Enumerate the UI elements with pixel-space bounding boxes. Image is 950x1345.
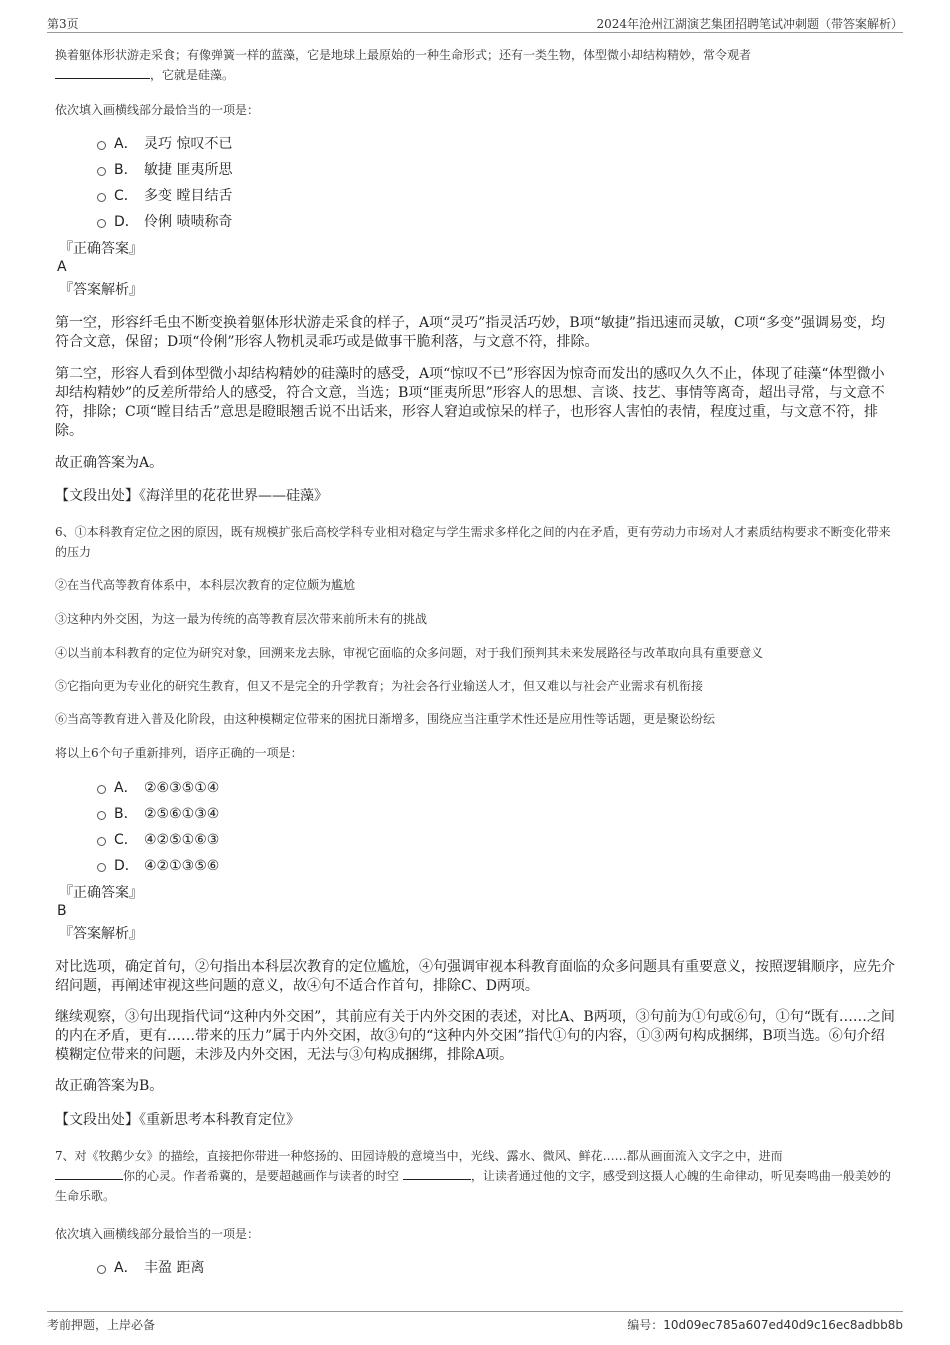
- q7-prompt: 依次填入画横线部分最恰当的一项是：: [55, 1227, 260, 1241]
- radio-icon[interactable]: [97, 193, 106, 202]
- q5-conclusion: 故正确答案为A。: [55, 455, 164, 471]
- q5-passage-line2: ，它就是硅藻。: [150, 68, 235, 82]
- radio-icon[interactable]: [97, 219, 106, 228]
- q7-stem-part1: 7、对《牧鹅少女》的描绘，直接把你带进一种悠扬的、田园诗般的意境当中，光线、露水、微风、鲜花……都从画面流入文字之中，进而: [55, 1149, 783, 1163]
- q6-analysis-p1: 对比选项，确定首句，②句指出本科层次教育的定位尴尬，④句强调审视本科教育面临的众多问题具有重要意义，按照逻辑顺序，应先介绍问题，再阐述审视这些问题的意义，故④句不适合作首句，排除C、D两项。: [55, 959, 895, 994]
- q6-sentence-2: ②在当代高等教育体系中，本科层次教育的定位颇为尴尬: [55, 578, 356, 592]
- q5-answer: A: [57, 259, 67, 275]
- page-number: 第3页: [47, 17, 79, 31]
- q5-option-c[interactable]: C． 多变 瞠目结舌: [97, 186, 232, 206]
- q6-sentence-6: ⑥当高等教育进入普及化阶段，由这种模糊定位带来的困扰日渐增多，围绕应当注重学术性还是应用性等话题，更是聚讼纷纭: [55, 712, 716, 726]
- radio-icon[interactable]: [97, 141, 106, 150]
- q5-prompt: 依次填入画横线部分最恰当的一项是：: [55, 103, 260, 117]
- q5-blank: [55, 65, 150, 79]
- radio-icon[interactable]: [97, 811, 106, 820]
- document-code: 编号：10d09ec785a607ed40d9c16ec8adbb8b: [627, 1318, 903, 1332]
- q7-blank-1: [55, 1166, 123, 1180]
- radio-icon[interactable]: [97, 167, 106, 176]
- q5-option-b[interactable]: B． 敏捷 匪夷所思: [97, 160, 232, 180]
- page-header: [47, 12, 903, 33]
- page-footer: [47, 1311, 903, 1336]
- radio-icon[interactable]: [97, 785, 106, 794]
- q6-answer: B: [57, 903, 67, 919]
- q5-option-a[interactable]: A． 灵巧 惊叹不已: [97, 134, 232, 154]
- q5-analysis-label: 『答案解析』: [59, 282, 143, 298]
- q6-conclusion: 故正确答案为B。: [55, 1078, 164, 1094]
- q6-source: 【文段出处】《重新思考本科教育定位》: [55, 1112, 300, 1128]
- q6-prompt: 将以上6个句子重新排列，语序正确的一项是：: [55, 746, 303, 760]
- radio-icon[interactable]: [97, 863, 106, 872]
- q6-option-d[interactable]: D． ④②①③⑤⑥: [97, 856, 219, 876]
- q7-stem-part3: ，让读者通过他的文字，感受到这摄人心魄的生命律动，听见奏鸣曲一般美妙的生命乐歌。: [55, 1169, 891, 1203]
- q5-source: 【文段出处】《海洋里的花花世界——硅藻》: [55, 488, 328, 504]
- q7-stem: [55, 1146, 895, 1206]
- q5-option-d[interactable]: D． 伶俐 啧啧称奇: [97, 212, 232, 232]
- document-title: 2024年沧州江湖演艺集团招聘笔试冲刺题（带答案解析）: [596, 17, 903, 31]
- q7-option-a[interactable]: A． 丰盈 距离: [97, 1258, 204, 1278]
- q6-stem: 6、①本科教育定位之困的原因，既有规模扩张后高校学科专业相对稳定与学生需求多样化之间的内在矛盾，更有劳动力市场对人才素质结构要求不断变化带来的压力: [55, 525, 891, 559]
- footer-slogan: 考前押题，上岸必备: [47, 1318, 156, 1332]
- q6-answer-label: 『正确答案』: [59, 885, 143, 901]
- q5-passage-line1: 换着躯体形状游走采食；有像弹簧一样的蓝藻，它是地球上最原始的一种生命形式；还有一类生物，体型微小却结构精妙，常令观者: [55, 48, 752, 62]
- q6-analysis-p2: 继续观察，③句出现指代词“这种内外交困”，其前应有关于内外交困的表述，对比A、B两项，③句前为①句或⑥句，①句“既有……之间的内在矛盾，更有……带来的压力”属于内外交困，故③句的“这种内外交困”指代①句的内容，①③两句构成捆绑，B项当选。⑥句介绍模糊定位带来的问题，未涉及内外交困，无法与③句构成捆绑，排除A项。: [55, 1009, 895, 1063]
- radio-icon[interactable]: [97, 1265, 106, 1274]
- q5-passage: [55, 45, 895, 85]
- q5-answer-label: 『正确答案』: [59, 241, 143, 257]
- q6-option-a[interactable]: A． ②⑥③⑤①④: [97, 778, 219, 798]
- q5-analysis-p2: 第二空，形容人看到体型微小却结构精妙的硅藻时的感受，A项“惊叹不已”形容因为惊奇而发出的感叹久久不止，体现了硅藻“体型微小却结构精妙”的反差所带给人的感受，符合文意，当选；B项“匪夷所思”形容人的思想、言谈、技艺、事情等离奇，超出寻常，与文意不符，排除；C项“瞠目结舌”意思是瞪眼翘舌说不出话来，形容人窘迫或惊呆的样子，也形容人害怕的表情，程度过重，与文意不符，排除。: [55, 366, 885, 439]
- q6-option-c[interactable]: C． ④②⑤①⑥③: [97, 830, 219, 850]
- q7-stem-part2: 你的心灵。作者希冀的，是要超越画作与读者的时空: [123, 1169, 400, 1183]
- radio-icon[interactable]: [97, 837, 106, 846]
- q7-blank-2: [403, 1166, 471, 1180]
- q6-sentence-3: ③这种内外交困，为这一最为传统的高等教育层次带来前所未有的挑战: [55, 612, 428, 626]
- q6-analysis-label: 『答案解析』: [59, 926, 143, 942]
- q6-option-b[interactable]: B． ②⑤⑥①③④: [97, 804, 219, 824]
- q5-analysis-p1: 第一空，形容纤毛虫不断变换着躯体形状游走采食的样子，A项“灵巧”指灵活巧妙，B项“敏捷”指迅速而灵敏，C项“多变”强调易变，均符合文意，保留；D项“伶俐”形容人物机灵乖巧或是做事干脆利落，与文意不符，排除。: [55, 315, 886, 350]
- q6-sentence-5: ⑤它指向更为专业化的研究生教育，但又不是完全的升学教育；为社会各行业输送人才，但又难以与社会产业需求有机衔接: [55, 679, 704, 693]
- q6-sentence-4: ④以当前本科教育的定位为研究对象，回溯来龙去脉，审视它面临的众多问题，对于我们预判其未来发展路径与改革取向具有重要意义: [55, 646, 764, 660]
